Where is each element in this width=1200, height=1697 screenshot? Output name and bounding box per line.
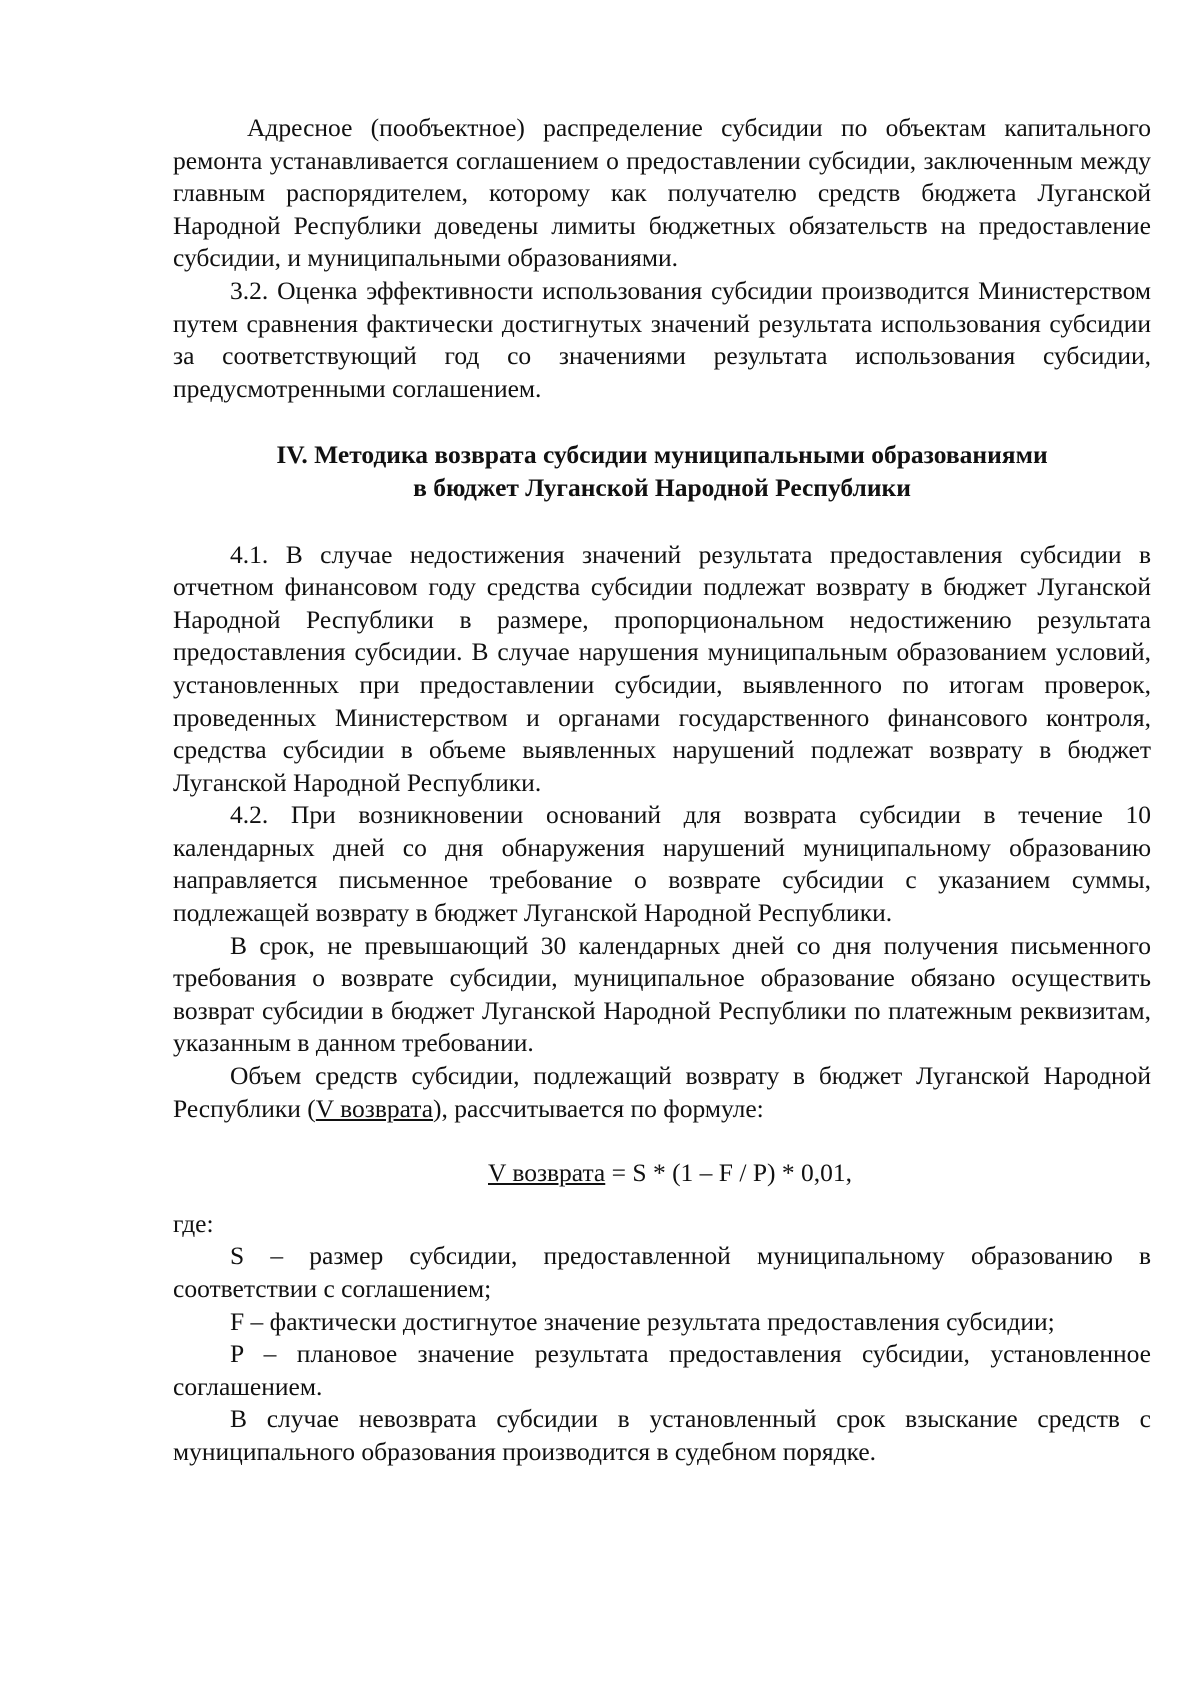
volume-text-end: ), рассчитывается по формуле: [433, 1093, 764, 1123]
paragraph-4-2: 4.2. При возникновении оснований для возврата субсидии в течение 10 календарных дней со дня обнаружения нарушений муниципальному образованию направляется письменное требование о возврате субсидии с указанием суммы, подлежащей возврату в бюджет Луганской Народной Республики. [173, 800, 1151, 928]
definition-p: P – плановое значение результата предоставления субсидии, установленное соглашением. [173, 1339, 1151, 1401]
volume-variable: V возврата [315, 1093, 434, 1123]
return-formula [173, 1157, 1151, 1190]
paragraph-3-2: 3.2. Оценка эффективности использования субсидии производится Министерством путем сравнения фактически достигнутых значений результата использования субсидии за соответствующий год со значениями результата использования субсидии, предусмотренными соглашением. [173, 275, 1151, 403]
document-page [173, 112, 1151, 1469]
formula-lhs: V возврата [488, 1158, 606, 1188]
definition-s: S – размер субсидии, предоставленной муниципальному образованию в соответствии с соглашением; [173, 1241, 1151, 1303]
volume-text-start: Объем средств субсидии, подлежащий возврату в бюджет Луганской Народной Республики ( [173, 1061, 1151, 1123]
heading-line-1: IV. Методика возврата субсидии муниципальными образованиями [276, 440, 1048, 470]
paragraph-return-term: В срок, не превышающий 30 календарных дней со дня получения письменного требования о возврате субсидии, муниципальное образование обязано осуществить возврат субсидии в бюджет Луганской Народной Республики по платежным реквизитам, указанным в данном требовании. [173, 930, 1151, 1058]
formula-rhs: = S * (1 – F / P) * 0,01, [605, 1158, 852, 1188]
where-label: где: [173, 1208, 214, 1238]
paragraph-address-distribution: Адресное (пообъектное) распределение субсидии по объектам капитального ремонта устанавливается соглашением о предоставлении субсидии, заключенным между главным распорядителем, которому как получателю средств бюджета Луганской Народной Республики доведены лимиты бюджетных обязательств на предоставление субсидии, и муниципальными образованиями. [173, 113, 1151, 273]
paragraph-return-volume [173, 1060, 1151, 1125]
section-heading [173, 439, 1151, 504]
paragraph-court-recovery: В случае невозврата субсидии в установленный срок взыскание средств с муниципального образования производится в судебном порядке. [173, 1404, 1151, 1466]
heading-line-2: в бюджет Луганской Народной Республики [413, 472, 911, 502]
definition-f: F – фактически достигнутое значение результата предоставления субсидии; [230, 1306, 1055, 1336]
paragraph-4-1: 4.1. В случае недостижения значений результата предоставления субсидии в отчетном финансовом году средства субсидии подлежат возврату в бюджет Луганской Народной Республики в размере, пропорциональном недостижению результата предоставления субсидии. В случае нарушения муниципальным образованием условий, установленных при предоставлении субсидии, выявленного по итогам проверок, проведенных Министерством и органами государственного финансового контроля, средства субсидии в объеме выявленных нарушений подлежат возврату в бюджет Луганской Народной Республики. [173, 539, 1151, 797]
